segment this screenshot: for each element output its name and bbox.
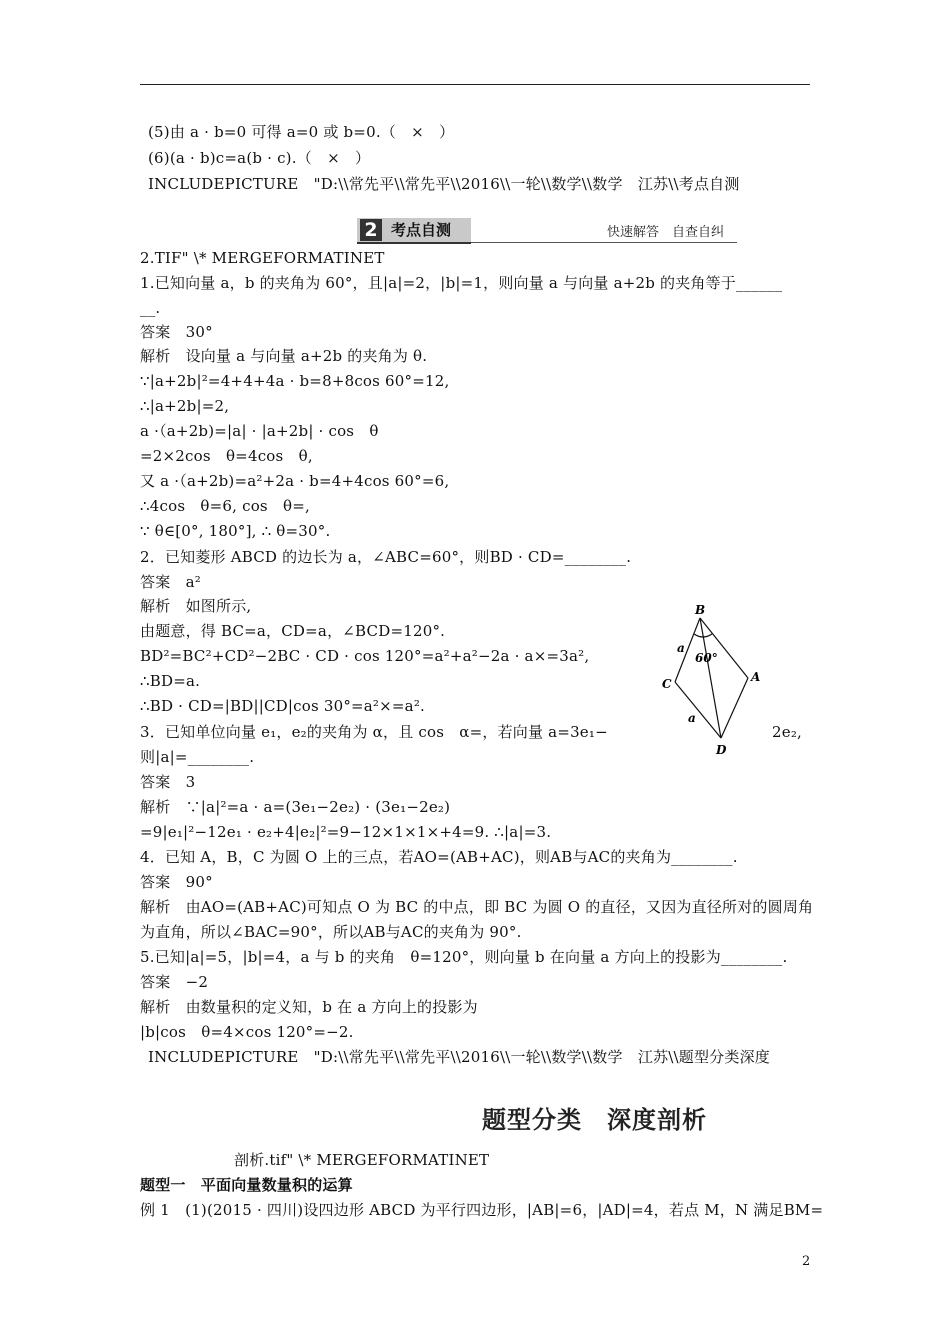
text-line: 2.TIF" \* MERGEFORMATINET: [140, 249, 385, 267]
text-line: INCLUDEPICTURE "D:\\常先平\\常先平\\2016\\一轮\\数学\\数学 江苏\\题型分类深度: [148, 1048, 770, 1066]
section-banner-kaodian: [357, 218, 737, 244]
solution-line: 解析 ∵|a|²=a · a=(3e₁−2e₂) · (3e₁−2e₂): [140, 798, 451, 816]
answer-2: 答案 a²: [140, 573, 201, 591]
label-A: A: [751, 670, 761, 684]
solution-line: 解析 设向量 a 与向量 a+2b 的夹角为 θ.: [140, 347, 428, 365]
question-3: 3．已知单位向量 e₁，e₂的夹角为 α，且 cos α=，若向量 a=3e₁−: [140, 723, 608, 741]
label-B: B: [695, 603, 706, 617]
question-2: 2．已知菱形 ABCD 的边长为 a，∠ABC=60°，则BD · CD=________.: [140, 548, 632, 566]
solution-line: ∴|a+2b|=2,: [140, 397, 230, 415]
solution-line: 解析 如图所示,: [140, 597, 252, 615]
banner-subtitle: 快速解答 自查自纠: [607, 225, 725, 240]
solution-line: 又 a ·（a+2b)=a²+2a · b=4+4cos 60°=6,: [140, 472, 450, 490]
solution-line: 由题意，得 BC=a，CD=a，∠BCD=120°.: [140, 622, 446, 640]
solution-line: =9|e₁|²−12e₁ · e₂+4|e₂|²=9−12×1×1×+4=9. ∴|a|=3.: [140, 823, 552, 841]
label-a-lower: a: [688, 711, 696, 725]
solution-line: 解析 由数量积的定义知，b 在 a 方向上的投影为: [140, 998, 478, 1016]
solution-line: 解析 由AO=(AB+AC)可知点 O 为 BC 的中点，即 BC 为圆 O 的直径，又因为直径所对的圆周角: [140, 898, 814, 916]
banner-rule: [471, 242, 737, 243]
solution-line: |b|cos θ=4×cos 120°=−2.: [140, 1023, 354, 1041]
banner-box: [357, 218, 471, 244]
example-1: 例 1 (1)(2015 · 四川)设四边形 ABCD 为平行四边形，|AB|=6，|AD|=4，若点 M，N 满足BM=: [140, 1201, 824, 1219]
text-line: 剖析.tif" \* MERGEFORMATINET: [234, 1151, 490, 1169]
answer-3: 答案 3: [140, 773, 196, 791]
diagonal-bd: [700, 618, 721, 738]
text-line: 则|a|=________.: [140, 748, 255, 766]
edge-cd: [675, 682, 721, 738]
solution-line: ∵ θ∈[0°, 180°], ∴ θ=30°.: [140, 522, 331, 540]
label-a-upper: a: [677, 641, 685, 655]
solution-line: ∴BD=a.: [140, 672, 201, 690]
label-60: 60°: [695, 651, 718, 665]
page-number: 2: [802, 1254, 811, 1269]
solution-line: a ·（a+2b)=|a| · |a+2b| · cos θ: [140, 422, 379, 440]
question-4: 4．已知 A，B，C 为圆 O 上的三点，若AO=(AB+AC)，则AB与AC的夹角为________.: [140, 848, 738, 866]
topic-heading: 题型一 平面向量数量积的运算: [140, 1176, 353, 1194]
answer-4: 答案 90°: [140, 873, 213, 891]
text-line: (5)由 a · b=0 可得 a=0 或 b=0.（ × ）: [148, 123, 455, 141]
text-fragment: 2e₂,: [772, 723, 803, 741]
banner-number: 2: [360, 219, 382, 241]
text-line: INCLUDEPICTURE "D:\\常先平\\常先平\\2016\\一轮\\数学\\数学 江苏\\考点自测: [148, 175, 740, 193]
solution-line: ∴4cos θ=6, cos θ=,: [140, 497, 310, 515]
solution-line: =2×2cos θ=4cos θ,: [140, 447, 313, 465]
edge-ad: [721, 678, 748, 738]
text-line: __.: [140, 299, 161, 317]
banner-title: 考点自测: [391, 221, 452, 239]
solution-line: ∴BD · CD=|BD||CD|cos 30°=a²×=a².: [140, 697, 426, 715]
answer-1: 答案 30°: [140, 323, 213, 341]
solution-line: BD²=BC²+CD²−2BC · CD · cos 120°=a²+a²−2a · a×=3a²,: [140, 647, 590, 665]
solution-line: ∵|a+2b|²=4+4+4a · b=8+8cos 60°=12,: [140, 372, 450, 390]
question-1: 1.已知向量 a，b 的夹角为 60°，且|a|=2，|b|=1，则向量 a 与向量 a+2b 的夹角等于______: [140, 274, 783, 292]
text-line: (6)(a · b)c=a(b · c).（ × ）: [148, 149, 371, 167]
label-D: D: [716, 743, 727, 757]
section-title: 题型分类 深度剖析: [482, 1106, 707, 1134]
solution-line: 为直角，所以∠BAC=90°，所以AB与AC的夹角为 90°.: [140, 923, 522, 941]
label-C: C: [662, 677, 672, 691]
question-5: 5.已知|a|=5，|b|=4，a 与 b 的夹角 θ=120°，则向量 b 在向量 a 方向上的投影为________.: [140, 948, 788, 966]
answer-5: 答案 −2: [140, 973, 209, 991]
rhombus-figure: [650, 600, 780, 760]
header-rule: [140, 84, 810, 85]
edge-ba: [700, 618, 748, 678]
